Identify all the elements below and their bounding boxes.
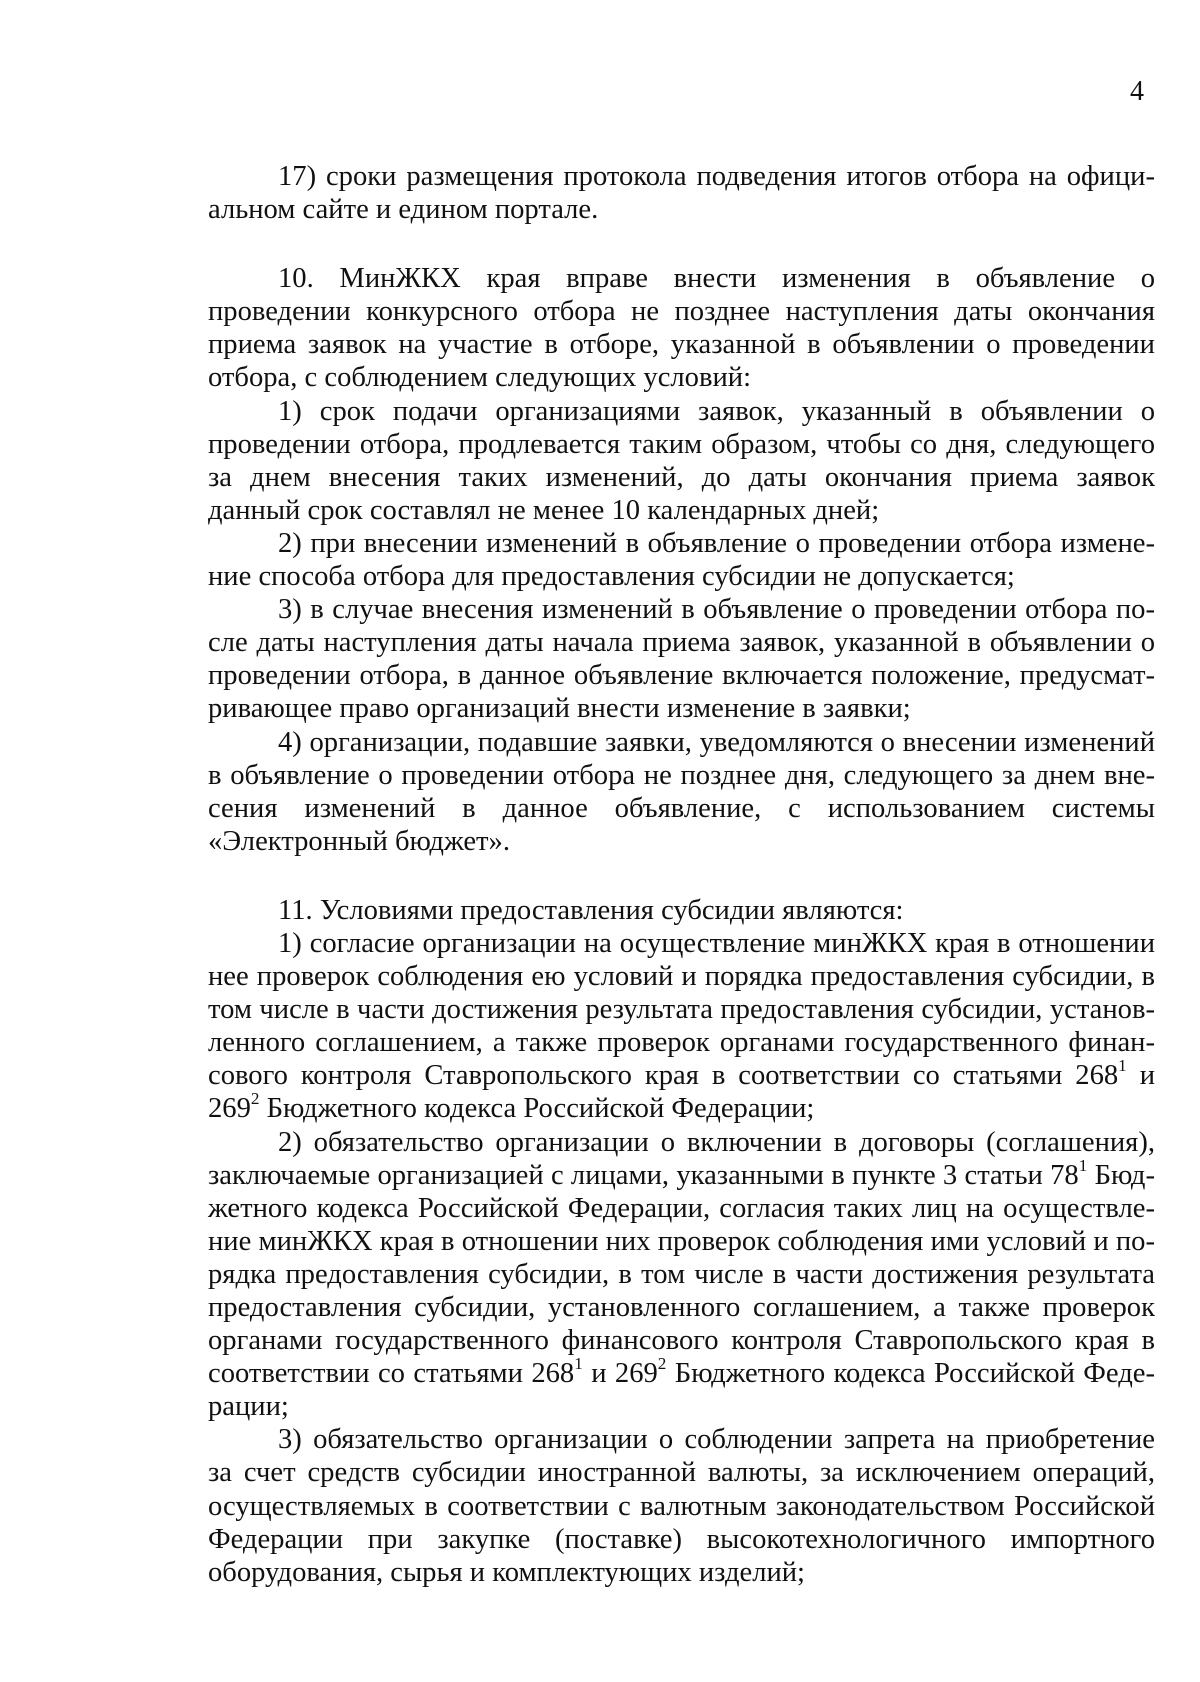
paragraph-point-10-item-4: 4) организации, подавшие заявки, уведомляются о внесении изменений в объявление о проведении отбора не позднее дня, следующего за днем внесения изменений в данное объявление, с использованием системы «Электронный бюджет». [208,726,1155,857]
text-segment: Бюджетного кодекса Российской Федерации; [208,1358,1155,1423]
page-number: 4 [1130,76,1144,107]
paragraph-point-11-item-1 [208,927,1155,1126]
paragraph-point-11-item-2 [208,1126,1155,1424]
superscript: 1 [1078,1155,1088,1175]
superscript: 1 [1118,1056,1127,1076]
superscript: 2 [250,1089,260,1109]
text-segment: и 269 [208,1060,1156,1125]
paragraph-point-10-item-2: 2) при внесении изменений в объявление о проведении отбора изменение способа отбора для предоставления субсидии не допускается; [208,527,1155,593]
text-segment: 1) согласие организации на осуществление минЖКХ края в отношении нее проверок соблюдения ею условий и порядка предоставления субсидии, в том числе в части достижения результата предоставления субсидии, установленного соглашением, а также проверок органами государственного финансового контроля Ставропольского края в соответствии со статьями 268 [208,927,1155,1092]
paragraph-point-10: 10. МинЖКХ края вправе внести изменения в объявление о проведении конкурсного отбора не позднее наступления даты окончания приема заявок на участие в отборе, указанной в объявлении о проведении отбора, с соблюдением следующих условий: [208,263,1155,394]
section-gap [208,858,1155,894]
paragraph-point-10-item-3: 3) в случае внесения изменений в объявление о проведении отбора после даты наступления даты начала приема заявок, указанной в объявлении о проведении отбора, в данное объявление включается положение, предусматривающее право организаций внести изменение в заявки; [208,594,1155,725]
section-gap [208,226,1155,262]
text-segment: и 269 [582,1358,658,1390]
paragraph-point-11: 11. Условиями предоставления субсидии являются: [278,894,904,926]
superscript: 2 [657,1354,667,1374]
paragraph-point-11-item-3: 3) обязательство организации о соблюдении запрета на приобретение за счет средств субсидии иностранной валюты, за исключением операций, осуществляемых в соответствии с валютным законодательством Российской Федерации при закупке (поставке) высокотехнологичного импортного оборудования, сырья и комплектующих изделий; [208,1424,1155,1588]
superscript: 1 [574,1354,583,1374]
text-segment: 2) обязательство организации о включении в договоры (соглашения), заключаемые организацией с лицами, указанными в пункте 3 статьи 78 [208,1126,1155,1191]
document-body [208,160,1155,1589]
text-segment: Бюджетного кодекса Российской Федерации, согласия таких лиц на осуществление минЖКХ края в отношении них проверок соблюдения ими условий и порядка предоставления субсидии, в том числе в части достижения результата предоставления субсидии, установленного соглашением, а также проверок органами государственного финансового контроля Ставропольского края в соответствии со статьями 268 [208,1159,1156,1390]
paragraph-point-10-item-1: 1) срок подачи организациями заявок, указанный в объявлении о проведении отбора, продлевается таким образом, чтобы со дня, следующего за днем внесения таких изменений, до даты окончания приема заявок данный срок составлял не менее 10 календарных дней; [208,395,1155,526]
paragraph-item-17: 17) сроки размещения протокола подведения итогов отбора на официальном сайте и едином портале. [208,161,1155,226]
text-segment: Бюджетного кодекса Российской Федерации; [259,1093,815,1125]
